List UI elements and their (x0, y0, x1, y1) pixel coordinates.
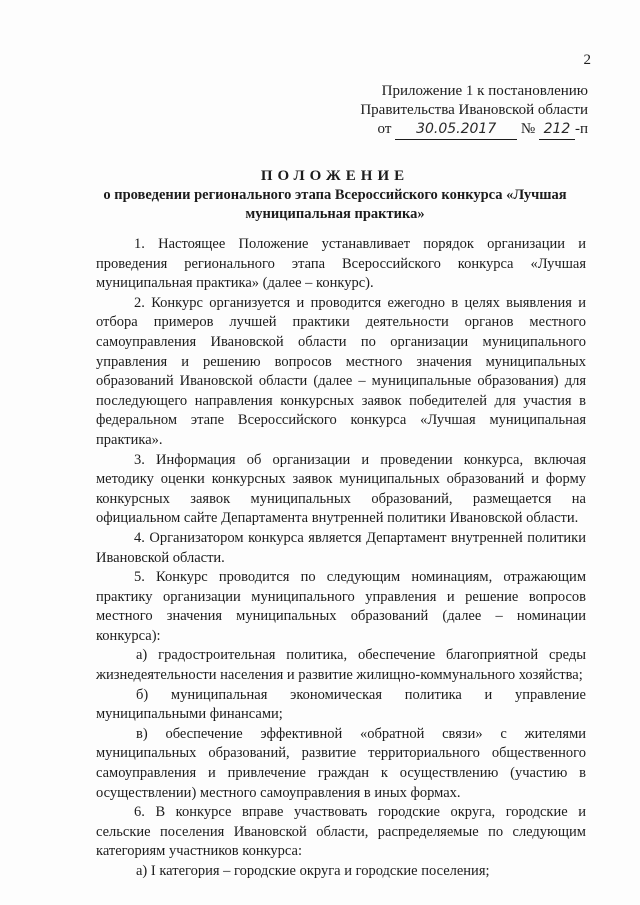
appendix-line-1: Приложение 1 к постановлению (381, 83, 588, 99)
page-number: 2 (583, 52, 591, 68)
paragraph-2: 2. Конкурс организуется и проводится ежегодно в целях выявления и отбора примеров лучшей практики деятельности органов местного самоуправления Ивановской области по организации муниципального управления и решению вопросов местного значения муниципальных образований Ивановской области (далее – муниципальные образования) для последующего направления конкурсных заявок победителей для участия в федеральном этапе Всероссийского конкурса «Лучшая муниципальная практика». (96, 294, 586, 448)
paragraph-6: 6. В конкурсе вправе участвовать городские округа, городские и сельские поселения Ивановской области, распределяемые по следующим категориям участников конкурса: (96, 804, 586, 860)
number-suffix: -п (574, 121, 588, 137)
title-subtitle: о проведении регионального этапа Всероссийского конкурса «Лучшая муниципальная практика» (103, 187, 567, 222)
paragraph-5: 5. Конкурс проводится по следующим номинациям, отражающим практику организации муниципального управления и решение вопросов местного значения муниципальных образований (далее – номинации конкурса): (96, 569, 586, 644)
paragraph-3: 3. Информация об организации и проведении конкурса, включая методику оценки конкурсных заявок муниципальных образований и форму конкурсных заявок муниципальных образований, размещается на официальном сайте Департамента внутренней политики Ивановской области. (96, 451, 586, 527)
number-label: № (520, 121, 536, 137)
decree-date: 30.05.2017 (395, 120, 517, 140)
appendix-header (318, 82, 588, 140)
paragraph-1: 1. Настоящее Положение устанавливает порядок организации и проведения регионального этапа Всероссийского конкурса «Лучшая муниципальная практика» (далее – конкурс). (96, 236, 586, 292)
title-heading: ПОЛОЖЕНИЕ (260, 168, 410, 184)
appendix-line-3 (318, 120, 588, 140)
decree-number: 212 (539, 120, 575, 140)
category-a: а) I категория – городские округа и городские поселения; (136, 863, 490, 879)
nomination-b: б) муниципальная экономическая политика и управление муниципальными финансами; (96, 686, 586, 723)
document-title (70, 166, 600, 224)
paragraph-4: 4. Организатором конкурса является Департамент внутренней политики Ивановской области. (96, 529, 586, 566)
from-label: от (377, 121, 392, 137)
nomination-c: в) обеспечение эффективной «обратной связи» с жителями муниципальных образований, развитие территориального общественного самоуправления и привлечение граждан к осуществлению (участию в осуществлении) местного самоуправления в иных формах. (96, 725, 586, 801)
document-body (96, 235, 586, 882)
appendix-line-2: Правительства Ивановской области (360, 102, 588, 118)
nomination-a: а) градостроительная политика, обеспечение благоприятной среды жизнедеятельности населения и развитие жилищно-коммунального хозяйства; (96, 647, 586, 684)
